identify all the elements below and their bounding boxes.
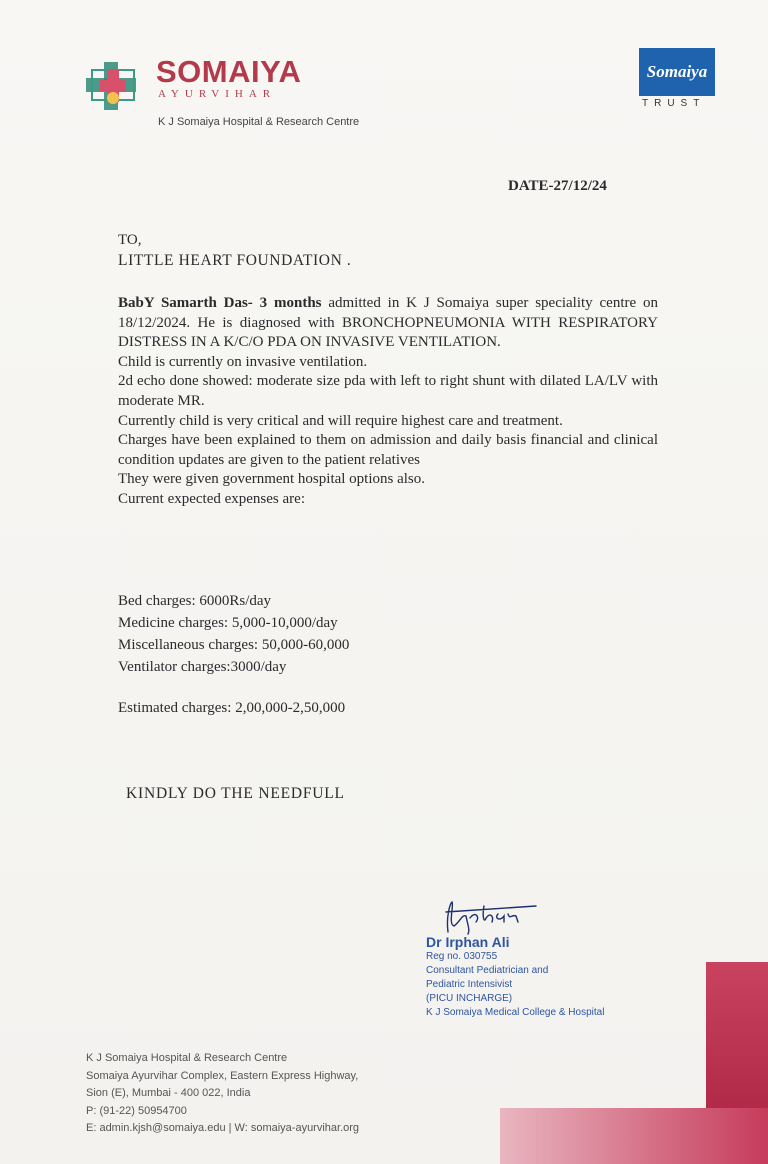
doctor-title-1: Consultant Pediatrician and: [426, 965, 549, 976]
charges-list: [118, 590, 349, 678]
charges-explained-line: Charges have been explained to them on admission and daily basis financial and clinical condition updates are given to the patient relatives: [118, 432, 658, 468]
brand-subtitle: AYURVIHAR: [158, 88, 277, 100]
doctor-organisation: K J Somaiya Medical College & Hospital: [426, 1007, 605, 1018]
somaiya-trust-logo: Somaiya: [639, 48, 715, 96]
doctor-title-3: (PICU INCHARGE): [426, 993, 513, 1004]
charge-item: Medicine charges: 5,000-10,000/day: [118, 615, 338, 631]
footer-address: [86, 1050, 359, 1138]
hospital-tagline: K J Somaiya Hospital & Research Centre: [158, 116, 360, 128]
government-options-line: They were given government hospital options also.: [118, 471, 426, 488]
critical-line: Currently child is very critical and will require highest care and treatment.: [118, 412, 563, 429]
ventilation-line: Child is currently on invasive ventilation.: [118, 353, 368, 370]
doctor-title-2: Pediatric Intensivist: [426, 979, 513, 990]
doctor-name: Dr Irphan Ali: [426, 934, 510, 950]
signatory-block: [426, 934, 604, 1020]
footer-line: K J Somaiya Hospital & Research Centre: [86, 1052, 288, 1064]
patient-name: BabY Samarth Das- 3 months: [118, 295, 322, 311]
expenses-intro-line: Current expected expenses are:: [118, 490, 305, 507]
estimated-charges: Estimated charges: 2,00,000-2,50,000: [118, 700, 346, 716]
footer-phone: P: (91-22) 50954700: [86, 1104, 187, 1117]
diagnosis-text: admitted in K J Somaiya super speciality centre on 18/12/2024. He is diagnosed with BRONCHOPNEUMONIA WITH RESPIRATORY DISTRESS IN A K/C/O PDA ON INVASIVE VENTILATION.: [118, 295, 658, 351]
handwritten-signature: [440, 896, 540, 936]
footer-line: Somaiya Ayurvihar Complex, Eastern Express Highway,: [86, 1069, 359, 1082]
diagnosis-paragraph: [118, 294, 658, 353]
trust-label: TRUST: [642, 98, 706, 109]
charge-item: Ventilator charges:3000/day: [118, 659, 287, 675]
recipient-name: LITTLE HEART FOUNDATION .: [118, 252, 352, 269]
charge-item: Bed charges: 6000Rs/day: [118, 593, 272, 609]
echo-line: 2d echo done showed: moderate size pda with left to right shunt with dilated LA/LV with moderate MR.: [118, 373, 658, 409]
salutation-to: TO,: [118, 232, 142, 248]
closing-request: KINDLY DO THE NEEDFULL: [126, 785, 345, 802]
somaiya-cross-logo-icon: [84, 58, 154, 114]
charge-item: Miscellaneous charges: 50,000-60,000: [118, 637, 350, 653]
letter-body: [118, 294, 658, 510]
footer-line: Sion (E), Mumbai - 400 022, India: [86, 1087, 251, 1099]
registration-number: Reg no. 030755: [426, 951, 498, 962]
footer-contact: E: admin.kjsh@somaiya.edu | W: somaiya-ayurvihar.org: [86, 1122, 360, 1134]
brand-name: SOMAIYA: [156, 54, 302, 89]
decorative-bottom-band: [500, 1108, 768, 1164]
letter-date: DATE-27/12/24: [508, 178, 607, 194]
